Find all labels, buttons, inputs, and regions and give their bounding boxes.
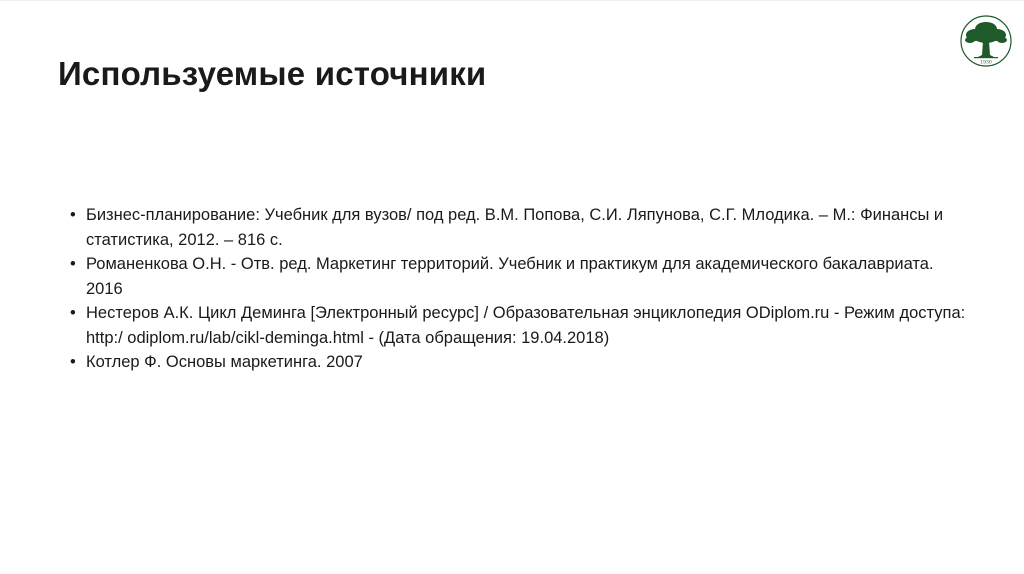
bullet: • — [70, 255, 76, 273]
bullet: • — [70, 304, 76, 322]
source-text: Нестеров А.К. Цикл Деминга [Электронный ресурс] / Образовательная энциклопедия ODiplom.ru - Режим доступа: http:/ odiplom.ru/lab/cikl-deminga.html - (Дата обращения: 19.04.2018) — [86, 304, 966, 347]
tree-logo-icon — [960, 15, 1012, 67]
sources-list — [70, 203, 970, 375]
source-text: Романенкова О.Н. - Отв. ред. Маркетинг территорий. Учебник и практикум для академического бакалавриата. 2016 — [86, 255, 934, 298]
list-item — [70, 203, 970, 252]
bullet: • — [70, 206, 76, 224]
list-item — [70, 301, 970, 350]
slide-title: Используемые источники — [58, 55, 487, 92]
bullet: • — [70, 353, 76, 371]
source-text: Бизнес-планирование: Учебник для вузов/ под ред. В.М. Попова, С.И. Ляпунова, С.Г. Млодика. – М.: Финансы и статистика, 2012. – 816 с. — [86, 206, 944, 249]
logo-year: 1930 — [980, 60, 992, 66]
source-text: Котлер Ф. Основы маркетинга. 2007 — [86, 353, 363, 371]
list-item — [70, 350, 970, 375]
list-item — [70, 252, 970, 301]
